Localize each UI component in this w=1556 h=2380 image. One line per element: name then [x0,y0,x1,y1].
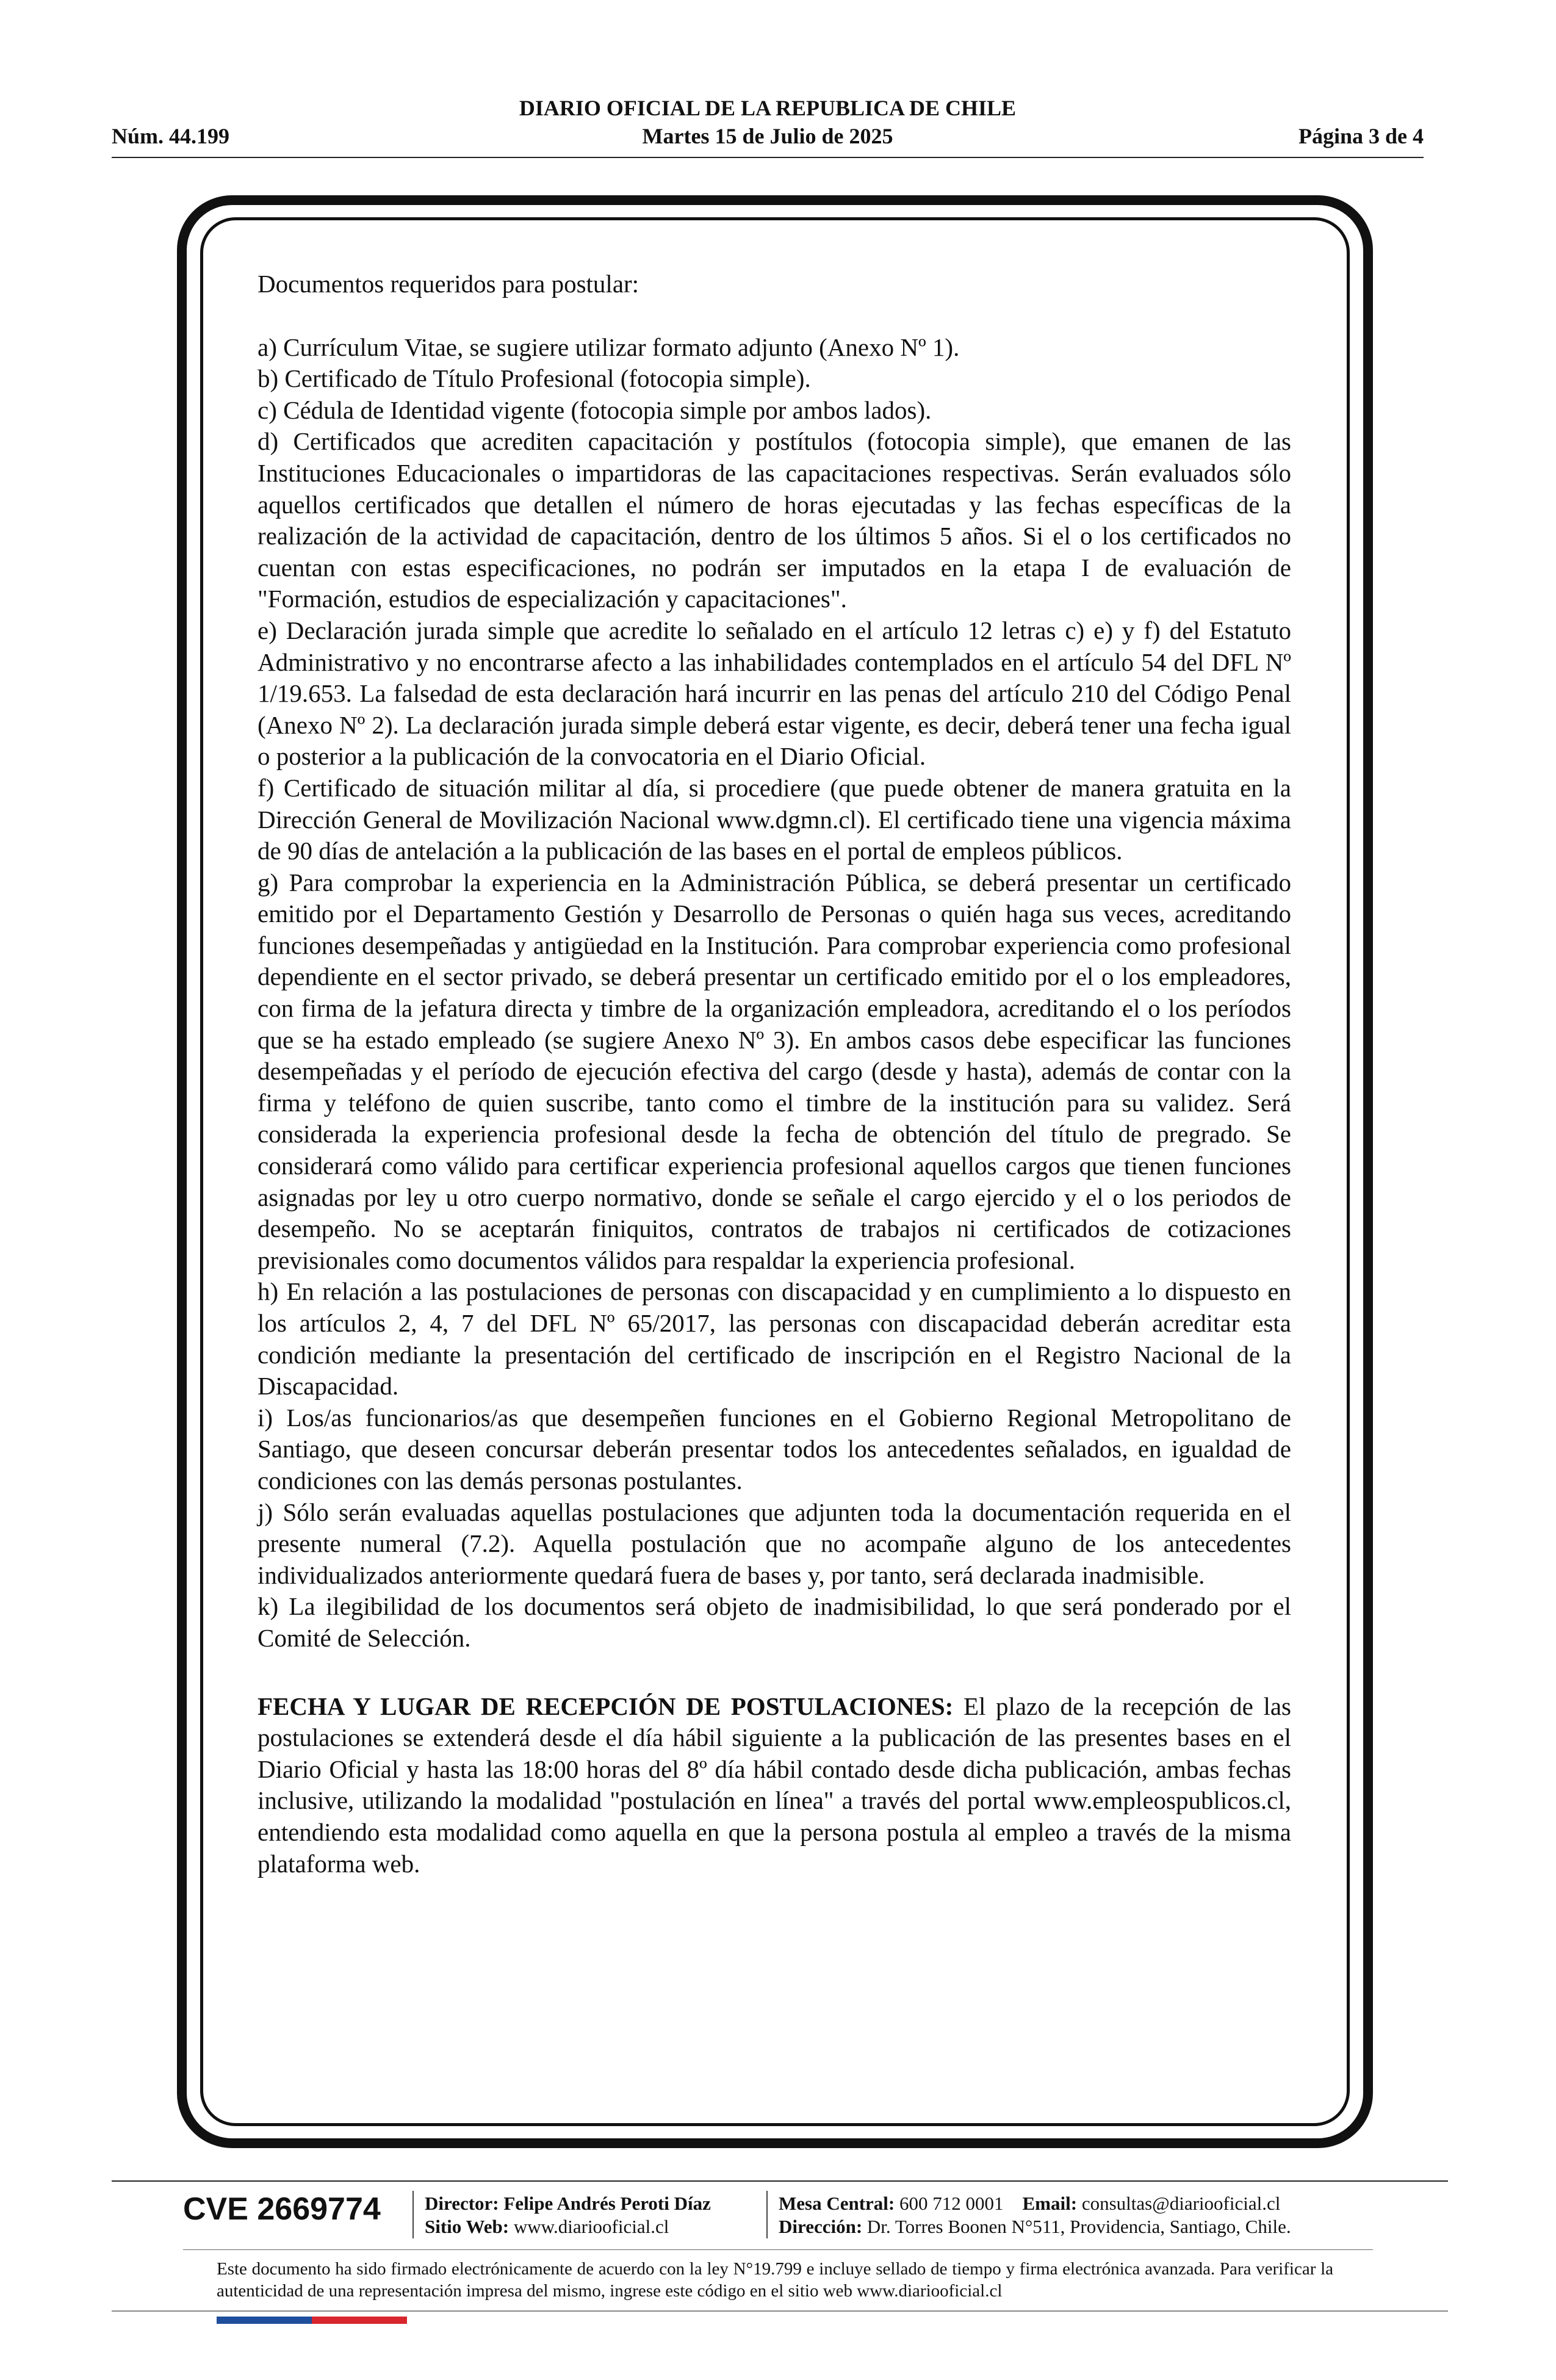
intro-text: Documentos requeridos para postular: [258,270,639,298]
footer-separator [412,2191,414,2238]
mesa-phone: 600 712 0001 [899,2193,1004,2214]
list-item: i) Los/as funcionarios/as que desempeñen funciones en el Gobierno Regional Metropolitano de Santiago, que deseen concursar deberán presentar todos los antecedentes señalados, en igualdad de condiciones con las demás personas postulantes. [258,1403,1291,1495]
page-header [112,92,1424,159]
flag-stripe-blue [217,2317,312,2324]
list-item: f) Certificado de situación militar al día, si procediere (que puede obtener de manera gratuita en la Dirección General de Movilización Nacional www.dgmn.cl). El certificado tiene una vigencia máxima de 90 días de antelación a la publicación de las bases en el portal de empleos públicos. [258,773,1291,865]
flag-stripe [217,2317,407,2324]
footer-divider-bottom [112,2310,1448,2312]
director-name: Felipe Andrés Peroti Díaz [503,2193,711,2214]
document-body [258,269,1291,1880]
publication-date: Martes 15 de Julio de 2025 [642,124,893,148]
director-label: Director: [425,2193,499,2214]
fecha-heading: FECHA Y LUGAR DE RECEPCIÓN DE POSTULACIONES: [258,1692,954,1720]
fecha-text: El plazo de la recepción de las postulaciones se extenderá desde el día hábil siguiente a la publicación de las presentes bases en el Diario Oficial y hasta las 18:00 horas del 8º día hábil contado desde dicha publicación, ambas fechas inclusive, utilizando la modalidad "postulación en línea" a través del portal www.empleospublicos.cl, entendiendo esta modalidad como aquella en que la persona postula al empleo a través de la misma plataforma web. [258,1692,1291,1878]
website-link[interactable]: www.diariooficial.cl [513,2216,669,2237]
flag-stripe-red [312,2317,407,2324]
footer-separator [766,2191,768,2238]
list-item: a) Currículum Vitae, se sugiere utilizar formato adjunto (Anexo Nº 1). [258,333,960,361]
list-item: c) Cédula de Identidad vigente (fotocopia simple por ambos lados). [258,395,932,424]
footer-director-block [425,2192,711,2238]
footer-contact-block [779,2192,1291,2238]
list-item: j) Sólo serán evaluadas aquellas postulaciones que adjunten toda la documentación requerida en el presente numeral (7.2). Aquella postulación que no acompañe alguno de los antecedentes individualizados anteriormente quedará fuera de bases y, por tanto, será declarada inadmisible. [258,1498,1291,1589]
list-item: h) En relación a las postulaciones de personas con discapacidad y en cumplimiento a lo dispuesto en los artículos 2, 4, 7 del DFL Nº 65/2017, las personas con discapacidad deberán acreditar esta condición mediante la presentación del certificado de inscripción en el Registro Nacional de la Discapacidad. [258,1277,1291,1401]
website-line [425,2215,711,2238]
page-number: Página 3 de 4 [1298,124,1424,148]
spacer [258,1654,1291,1691]
contact-line [779,2192,1291,2215]
header-center [112,94,1424,150]
footer-divider-middle [183,2249,1373,2250]
header-divider [112,157,1424,158]
mesa-label: Mesa Central: [779,2193,895,2214]
fecha-paragraph [258,1691,1291,1880]
footer-divider-top [112,2180,1448,2182]
cve-code: CVE 2669774 [183,2191,381,2227]
list-item: b) Certificado de Título Profesional (fotocopia simple). [258,364,811,393]
publication-title: DIARIO OFICIAL DE LA REPUBLICA DE CHILE [519,96,1017,120]
issue-number: Núm. 44.199 [112,124,230,148]
website-label: Sitio Web: [425,2216,510,2237]
spacer [258,300,1291,332]
address-value: Dr. Torres Boonen N°511, Providencia, Santiago, Chile. [866,2216,1291,2237]
address-label: Dirección: [779,2216,863,2237]
list-item: e) Declaración jurada simple que acredite lo señalado en el artículo 12 letras c) e) y f) del Estatuto Administrativo y no encontrarse afecto a las inhabilidades contemplados en el artículo 54 del DFL Nº 1/19.653. La falsedad de esta declaración hará incurrir en las penas del artículo 210 del Código Penal (Anexo Nº 2). La declaración jurada simple deberá estar vigente, es decir, deberá tener una fecha igual o posterior a la publicación de la convocatoria en el Diario Oficial. [258,616,1291,771]
email-label: Email: [1022,2193,1078,2214]
legal-notice: Este documento ha sido firmado electrónicamente de acuerdo con la ley N°19.799 e incluye sellado de tiempo y firma electrónica avanzada. Para verificar la autenticidad de una representación impresa del mismo, ingrese este código en el sitio web www.diariooficial.cl [217,2259,1333,2301]
list-item: d) Certificados que acrediten capacitación y postítulos (fotocopia simple), que emanen de las Instituciones Educacionales o impartidoras de las capacitaciones respectivas. Serán evaluados sólo aquellos certificados que detallen el número de horas ejecutadas y las fechas específicas de la realización de la actividad de capacitación, dentro de los últimos 5 años. Si el o los certificados no cuentan con estas especificaciones, no podrán ser imputados en la etapa I de evaluación de "Formación, estudios de especialización y capacitaciones". [258,427,1291,613]
email-link[interactable]: consultas@diariooficial.cl [1081,2193,1281,2214]
list-item: g) Para comprobar la experiencia en la Administración Pública, se deberá presentar un certificado emitido por el Departamento Gestión y Desarrollo de Personas o quién haga sus veces, acreditando funciones desempeñadas y antigüedad en la Institución. Para comprobar experiencia como profesional dependiente en el sector privado, se deberá presentar un certificado emitido por el o los empleadores, con firma de la jefatura directa y timbre de la organización empleadora, acreditando el o los períodos que se ha estado empleado (se sugiere Anexo Nº 3). En ambos casos debe especificar las funciones desempeñadas y el período de ejecución efectiva del cargo (desde y hasta), además de contar con la firma y teléfono de quien suscribe, tanto como el timbre de la institución para su validez. Será considerada la experiencia profesional desde la fecha de obtención del título de pregrado. Se considerará como válido para certificar experiencia profesional aquellos cargos que tienen funciones asignadas por ley u otro cuerpo normativo, donde se señale el cargo ejercido y el o los periodos de desempeño. No se aceptarán finiquitos, contratos de trabajos ni certificados de cotizaciones previsionales como documentos válidos para respaldar la experiencia profesional. [258,868,1291,1274]
address-line [779,2215,1291,2238]
list-item: k) La ilegibilidad de los documentos será objeto de inadmisibilidad, lo que será ponderado por el Comité de Selección. [258,1592,1291,1652]
director-line [425,2192,711,2215]
